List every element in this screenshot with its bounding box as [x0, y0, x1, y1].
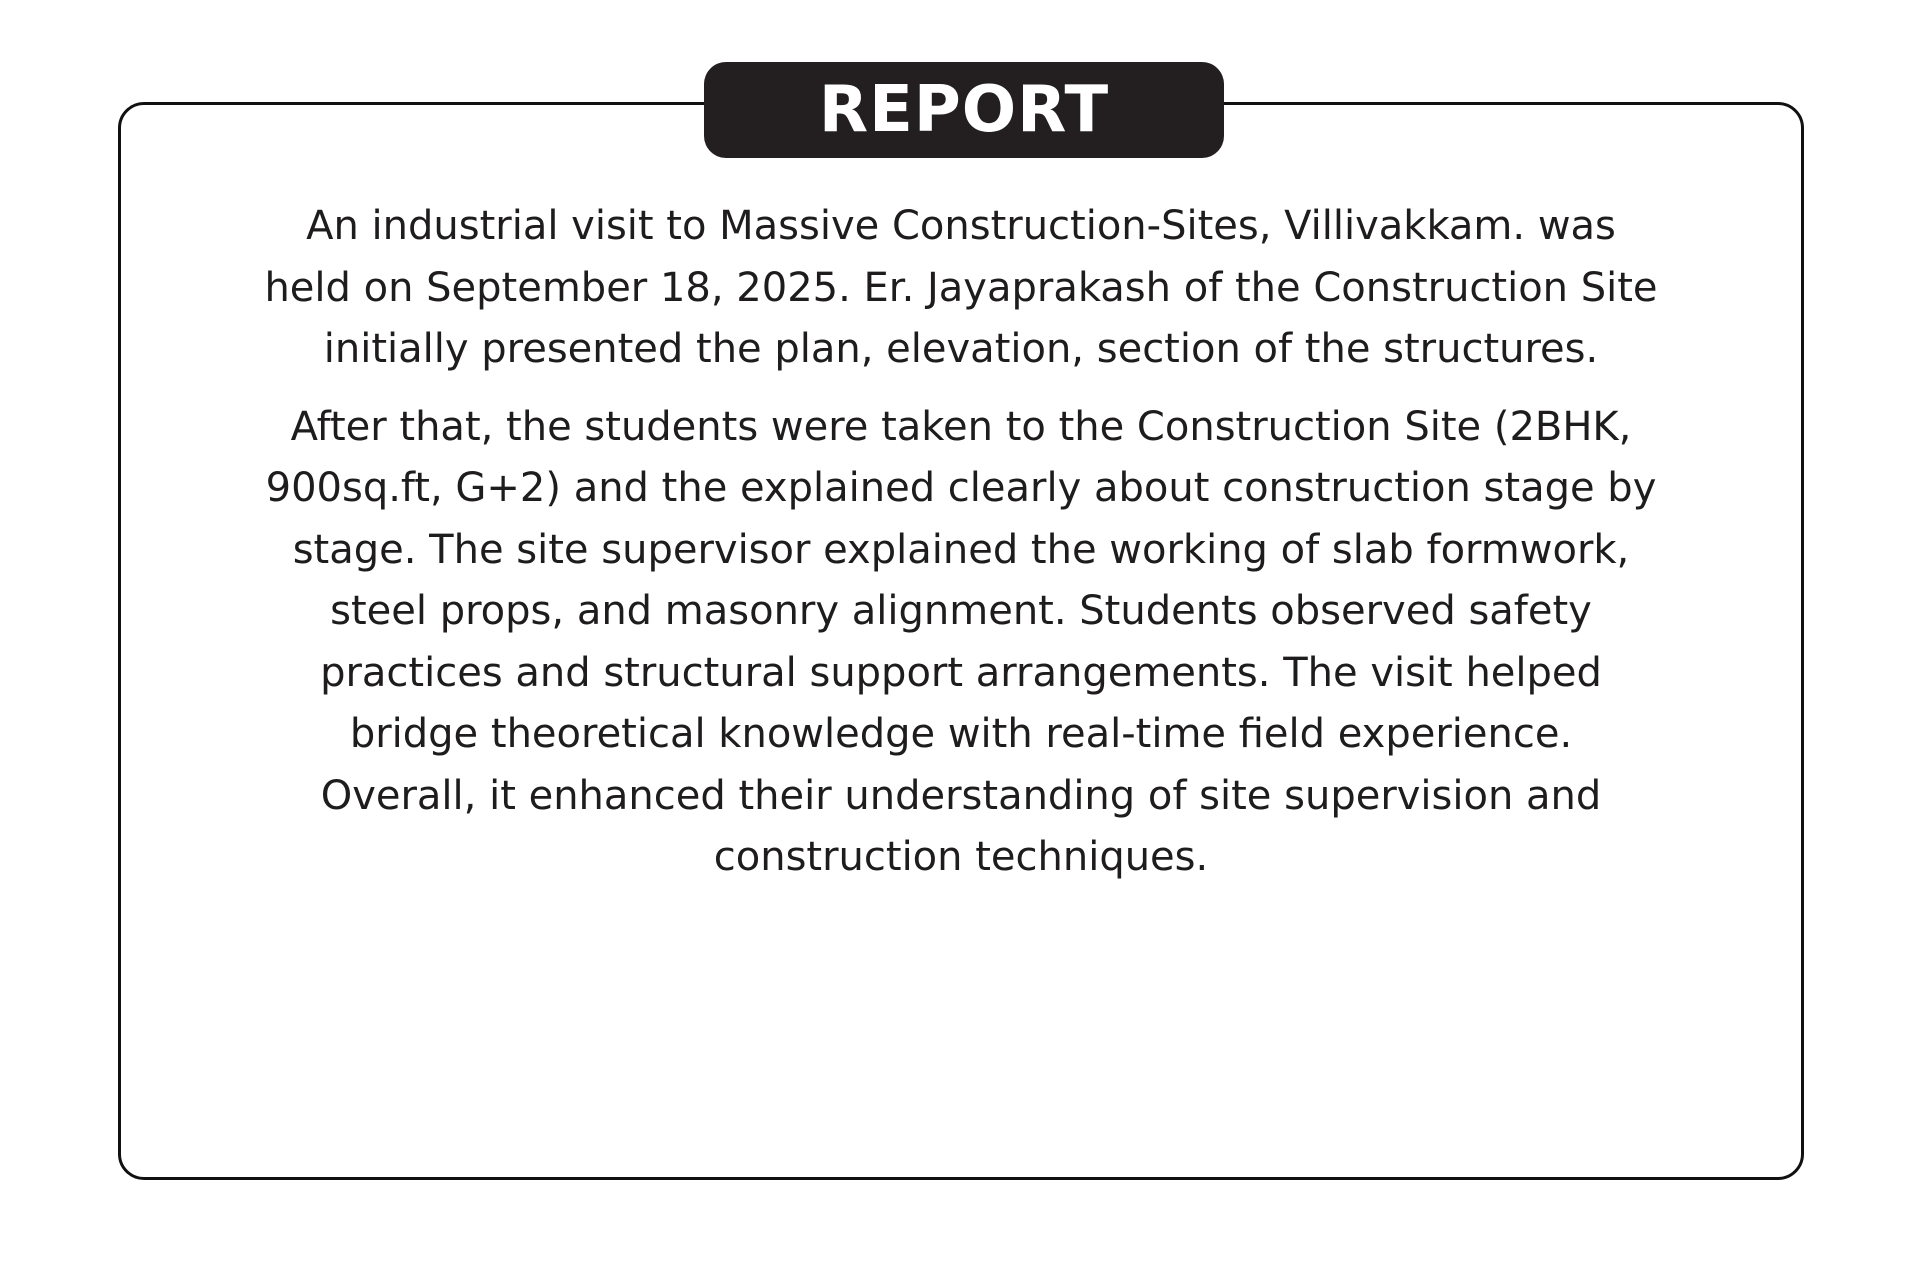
report-paragraph-site-details: After that, the students were taken to the Construction Site (2BHK, 900sq.ft, G+2) and the explained clearly about construction stage by stage. The site supervisor explained the working of slab formwork, steel props, and masonry alignment. Students observed safety practices and structural support arrangements. The visit helped bridge theoretical knowledge with real-time field experience. Overall, it enhanced their understanding of site supervision and construction techniques.	[265, 403, 1657, 880]
report-header	[704, 62, 1224, 158]
report-paragraph-visit-intro: An industrial visit to Massive Construction-Sites, Villivakkam. was held on September 18, 2025. Er. Jayaprakash of the Construction Site initially presented the plan, elevation, section of the structures.	[264, 203, 1658, 372]
report-body	[150, 196, 1772, 889]
report-title: REPORT	[818, 73, 1110, 147]
